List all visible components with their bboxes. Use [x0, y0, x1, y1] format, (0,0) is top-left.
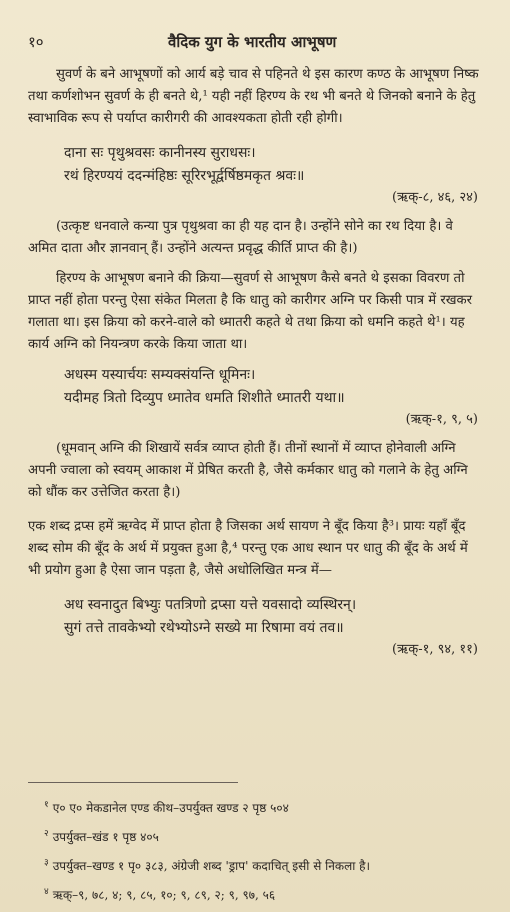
verse-line: दाना सः पृथुश्रवसः कानीनस्य सुराधसः। — [64, 145, 256, 161]
paragraph-gold-ornaments: सुवर्ण के बने आभूषणों को आर्य बड़े चाव से पहिनते थे इस कारण कण्ठ के आभूषण निष्क तथा कर्णशोभन सुवर्ण के ही बनते थे,¹ यही नहीं हिरण्य के रथ भी बनते थे जिनको बनाने के हेतु स्वाभाविक रूप से पर्याप्त कारीगरी की आवश्यकता होती रही होगी। — [28, 67, 479, 126]
verse-citation: (ऋक्-१, ९४, ११) — [392, 642, 478, 657]
page-body — [28, 64, 482, 660]
footnotes — [44, 792, 486, 908]
verse-block-2 — [28, 364, 482, 410]
paragraph-ornament-process: हिरण्य के आभूषण बनाने की क्रिया—सुवर्ण से आभूषण कैसे बनते थे इसका विवरण तो प्राप्त नहीं होता परन्तु ऐसा संकेत मिलता है कि धातु को कारीगर अग्नि पर किसी पात्र में रखकर गलाता था। इस क्रिया को करने-वाले को ध्मातरी कहते थे तथा क्रिया को धमनि कहते थे¹। यह कार्य अग्नि को नियन्त्रण करके किया जाता था। — [28, 271, 473, 352]
footnote-mark: ३ — [44, 858, 49, 868]
footnote-mark: ४ — [44, 887, 49, 897]
verse-citation: (ऋक्-८, ४६, २४) — [392, 190, 478, 205]
paragraph-translation-2: (धूमवान् अग्नि की शिखायें सर्वत्र व्याप्त होती हैं। तीनों स्थानों में व्याप्त होनेवाली अग्नि अपनी ज्वाला को स्वयम् आकाश में प्रेषित करती है, जैसे कर्मकार धातु को गलाने के हेतु अग्नि को धौंक कर उत्तेजित करता है।) — [28, 441, 468, 500]
verse-citation: (ऋक्-१, ९, ५) — [405, 412, 478, 427]
verse-line: रथं हिरण्ययं ददन्मंहिष्ठः सूरिरभूर्द्वर्षिष्ठमकृत श्रवः॥ — [64, 168, 305, 184]
verse-line: सुगं तत्ते तावकेभ्यो रथेभ्योऽग्ने सख्ये मा रिषामा वयं तव॥ — [64, 620, 344, 636]
verse-line: अधस्म यस्यार्चयः सम्यक्संयन्ति धूमिनः। — [64, 367, 256, 383]
footnote — [44, 850, 486, 879]
footnote — [44, 792, 486, 821]
footnote-text: उपर्युक्त–खण्ड १ पृ० ३८३, अंग्रेजी शब्द 'ड्राप' कदाचित् इसी से निकला है। — [52, 859, 371, 873]
footnote-mark: १ — [44, 800, 49, 810]
page-header — [28, 32, 482, 58]
footnote-text: ए० ए० मेकडानेल एण्ड कीथ–उपर्युक्त खण्ड २ पृष्ठ ५०४ — [52, 801, 289, 815]
footnote — [44, 821, 486, 850]
footnote-text: उपर्युक्त–खंड १ पृष्ठ ४०५ — [52, 830, 159, 844]
footnote-divider — [28, 782, 238, 783]
verse-block-3 — [28, 594, 482, 640]
verse-line: अध स्वनादुत बिभ्युः पतत्रिणो द्रप्सा यत्ते यवसादो व्यस्थिरन्। — [64, 597, 357, 613]
paragraph-drapsa: एक शब्द द्रप्स हमें ऋग्वेद में प्राप्त होता है जिसका अर्थ सायण ने बूँद किया है³। प्रायः यहाँ बूँद शब्द सोम की बूँद के अर्थ में प्रयुक्त हुआ है,⁴ परन्तु एक आध स्थान पर धातु की बूँद के अर्थ में भी प्रयोग हुआ है ऐसा जान पड़ता है, जैसे अधोलिखित मन्त्र में— — [28, 519, 468, 578]
running-title: वैदिक युग के भारतीय आभूषण — [168, 33, 337, 51]
verse-line: यदीमह त्रितो दिव्युप ध्मातेव धमति शिशीते ध्मातरी यथा॥ — [64, 390, 345, 406]
footnote — [44, 879, 486, 908]
footnote-mark: २ — [44, 829, 49, 839]
footnote-text: ऋक्–९, ७८, ४; ९, ८५, १०; ९, ८९, २; ९, ९७, ५६ — [52, 888, 276, 902]
paragraph-translation-1: (उत्कृष्ट धनवाले कन्या पुत्र पृथुश्रवा का ही यह दान है। उन्होंने सोने का रथ दिया है। वे अमित दाता और ज्ञानवान् हैं। उन्होंने अत्यन्त प्रवृद्ध कीर्ति प्राप्त की है।) — [28, 219, 453, 256]
verse-block-1 — [28, 142, 482, 188]
page-number: १० — [28, 33, 44, 51]
